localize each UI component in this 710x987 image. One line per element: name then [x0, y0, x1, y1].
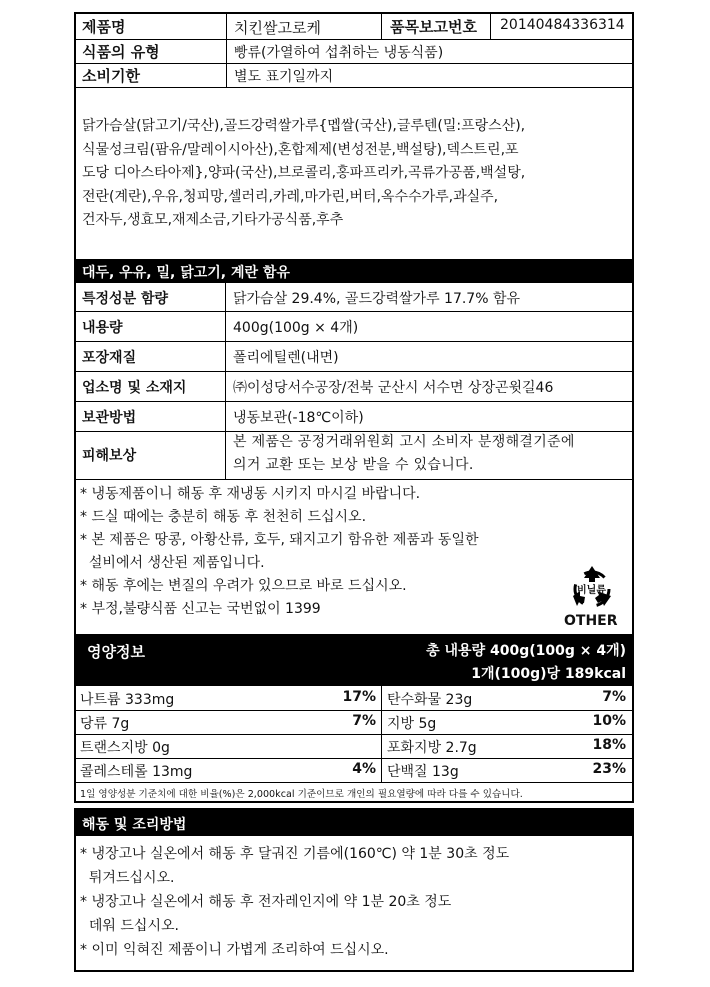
cooking-line: 튀겨드십시오. [80, 870, 175, 886]
expiry-label: 소비기한 [82, 67, 140, 85]
divider [76, 87, 632, 88]
nutrition-footnote: 1일 영양성분 기준치에 대한 비율(%)은 2,000kcal 기준이므로 개인의 필요열량에 따라 다를 수 있습니다. [80, 789, 523, 800]
info-value: 폴리에틸렌(내면) [233, 350, 339, 366]
info-value: 냉동보관(-18℃이하) [233, 410, 364, 426]
note-line: * 드실 때에는 충분히 해동 후 천천히 드십시오. [80, 509, 367, 525]
report-no-value: 20140484336314 [500, 17, 625, 33]
nutrition-row [76, 710, 632, 734]
nutrition-title: 영양정보 [87, 643, 145, 661]
nutrition-header [76, 634, 632, 686]
nutrient-name: 단백질 13g [387, 764, 459, 780]
nutrient-pct: 18% [592, 737, 626, 753]
header-row-expiry [76, 63, 632, 87]
product-name-value: 치킨쌀고로케 [234, 19, 321, 37]
note-line: * 본 제품은 땅콩, 아황산류, 호두, 돼지고기 함유한 제품과 동일한 [80, 532, 479, 548]
info-label: 포장재질 [82, 350, 137, 366]
ingredients-line: 닭가슴살(닭고기/국산),골드강력쌀가루{멥쌀(국산),글루텐(밀:프랑스산), [82, 118, 526, 134]
cooking-line: 데워 드십시오. [80, 918, 179, 934]
label-sheet [74, 12, 636, 972]
recycle-mark [560, 562, 624, 632]
nutrient-pct: 7% [602, 689, 626, 705]
expiry-value: 별도 표기일까지 [234, 69, 334, 85]
nutrient-name: 트랜스지방 0g [80, 740, 170, 756]
divider [76, 782, 632, 783]
nutrient-name: 탄수화물 23g [387, 692, 473, 708]
ingredients-line: 식물성크림(팜유/말레이시아산),혼합제제(변성전분,백설탕),덱스트린,포 [82, 141, 519, 158]
nutrient-name: 당류 7g [80, 716, 130, 732]
info-row [76, 371, 632, 401]
recycle-label: OTHER [564, 613, 618, 629]
info-col-divider [225, 283, 226, 479]
food-type-label: 식품의 유형 [82, 43, 160, 61]
info-label: 특정성분 함량 [82, 291, 169, 307]
nutrient-pct: 17% [342, 689, 376, 705]
info-row [76, 401, 632, 431]
report-divider-2 [490, 14, 491, 39]
nutrient-pct: 23% [592, 761, 626, 777]
info-value: 닭가슴살 29.4%, 골드강력쌀가루 17.7% 함유 [233, 291, 521, 307]
nutrition-row [76, 734, 632, 758]
note-line: * 부정,불량식품 신고는 국번없이 1399 [80, 601, 321, 617]
cooking-box [74, 808, 634, 972]
damage-line: 의거 교환 또는 보상 받을 수 있습니다. [233, 457, 474, 473]
divider [76, 479, 632, 480]
nutrition-total: 총 내용량 400g(100g × 4개) [426, 643, 626, 659]
info-label: 업소명 및 소재지 [82, 380, 187, 396]
info-value: ㈜이성당서수공장/전북 군산시 서수면 상장곤윗길46 [233, 380, 554, 396]
cooking-line: * 냉장고나 실온에서 해동 후 전자레인지에 약 1분 20초 정도 [80, 894, 452, 910]
nutrient-name: 지방 5g [387, 716, 437, 732]
nutrition-per: 1개(100g)당 189kcal [471, 666, 626, 682]
cooking-line: * 이미 익혀진 제품이니 가볍게 조리하여 드십시오. [80, 942, 389, 958]
product-info-box [74, 12, 634, 803]
info-row [76, 341, 632, 371]
ingredients-line: 건자두,생효모,재제소금,기타가공식품,후추 [82, 212, 344, 228]
cooking-instructions [80, 842, 509, 962]
allergen-text: 대두, 우유, 밀, 닭고기, 계란 함유 [82, 265, 290, 281]
nutrient-name: 나트륨 333mg [80, 692, 175, 708]
ingredients-line: 전란(계란),우유,청피망,셀러리,카레,마가린,버터,옥수수가루,과실주, [82, 188, 499, 205]
report-divider-1 [381, 14, 382, 39]
damage-text [233, 431, 575, 477]
info-label: 보관방법 [82, 410, 137, 426]
header-row-name [76, 14, 632, 39]
ingredients-line: 도당 디아스타아제},양파(국산),브로콜리,홍파프리카,곡류가공품,백설탕, [82, 165, 526, 181]
nutrition-row [76, 758, 632, 782]
nutrient-pct: 7% [352, 713, 376, 729]
info-value: 400g(100g × 4개) [233, 320, 359, 336]
header-row-type [76, 39, 632, 63]
header-col-divider [226, 14, 227, 87]
damage-row [76, 431, 632, 479]
nutrient-name: 포화지방 2.7g [387, 740, 477, 756]
cooking-title: 해동 및 조리방법 [82, 817, 187, 833]
info-row [76, 311, 632, 341]
recycle-mark-text: 비닐류 [577, 585, 606, 596]
damage-label: 피해보상 [82, 448, 137, 464]
info-row [76, 283, 632, 311]
cooking-header [76, 810, 632, 836]
product-name-label: 제품명 [82, 18, 126, 36]
nutrient-pct: 4% [352, 761, 376, 777]
note-line: * 냉동제품이니 해동 후 재냉동 시키지 마시길 바랍니다. [80, 486, 421, 502]
notes-block [80, 483, 479, 621]
cooking-line: * 냉장고나 실온에서 해동 후 달궈진 기름에(160℃) 약 1분 30초 정도 [80, 846, 510, 862]
nutrient-name: 콜레스테롤 13mg [80, 764, 193, 780]
damage-line: 본 제품은 공정거래위원회 고시 소비자 분쟁해결기준에 [233, 434, 575, 450]
nutrient-pct: 10% [592, 713, 626, 729]
nutrition-row [76, 686, 632, 710]
note-line: 설비에서 생산된 제품입니다. [80, 555, 265, 571]
note-line: * 해동 후에는 변질의 우려가 있으므로 바로 드십시오. [80, 578, 407, 594]
allergen-bar [76, 259, 632, 283]
report-no-label: 품목보고번호 [390, 18, 477, 36]
food-type-value: 빵류(가열하여 섭취하는 냉동식품) [234, 45, 444, 61]
ingredients-text [82, 115, 630, 233]
info-label: 내용량 [82, 320, 123, 336]
